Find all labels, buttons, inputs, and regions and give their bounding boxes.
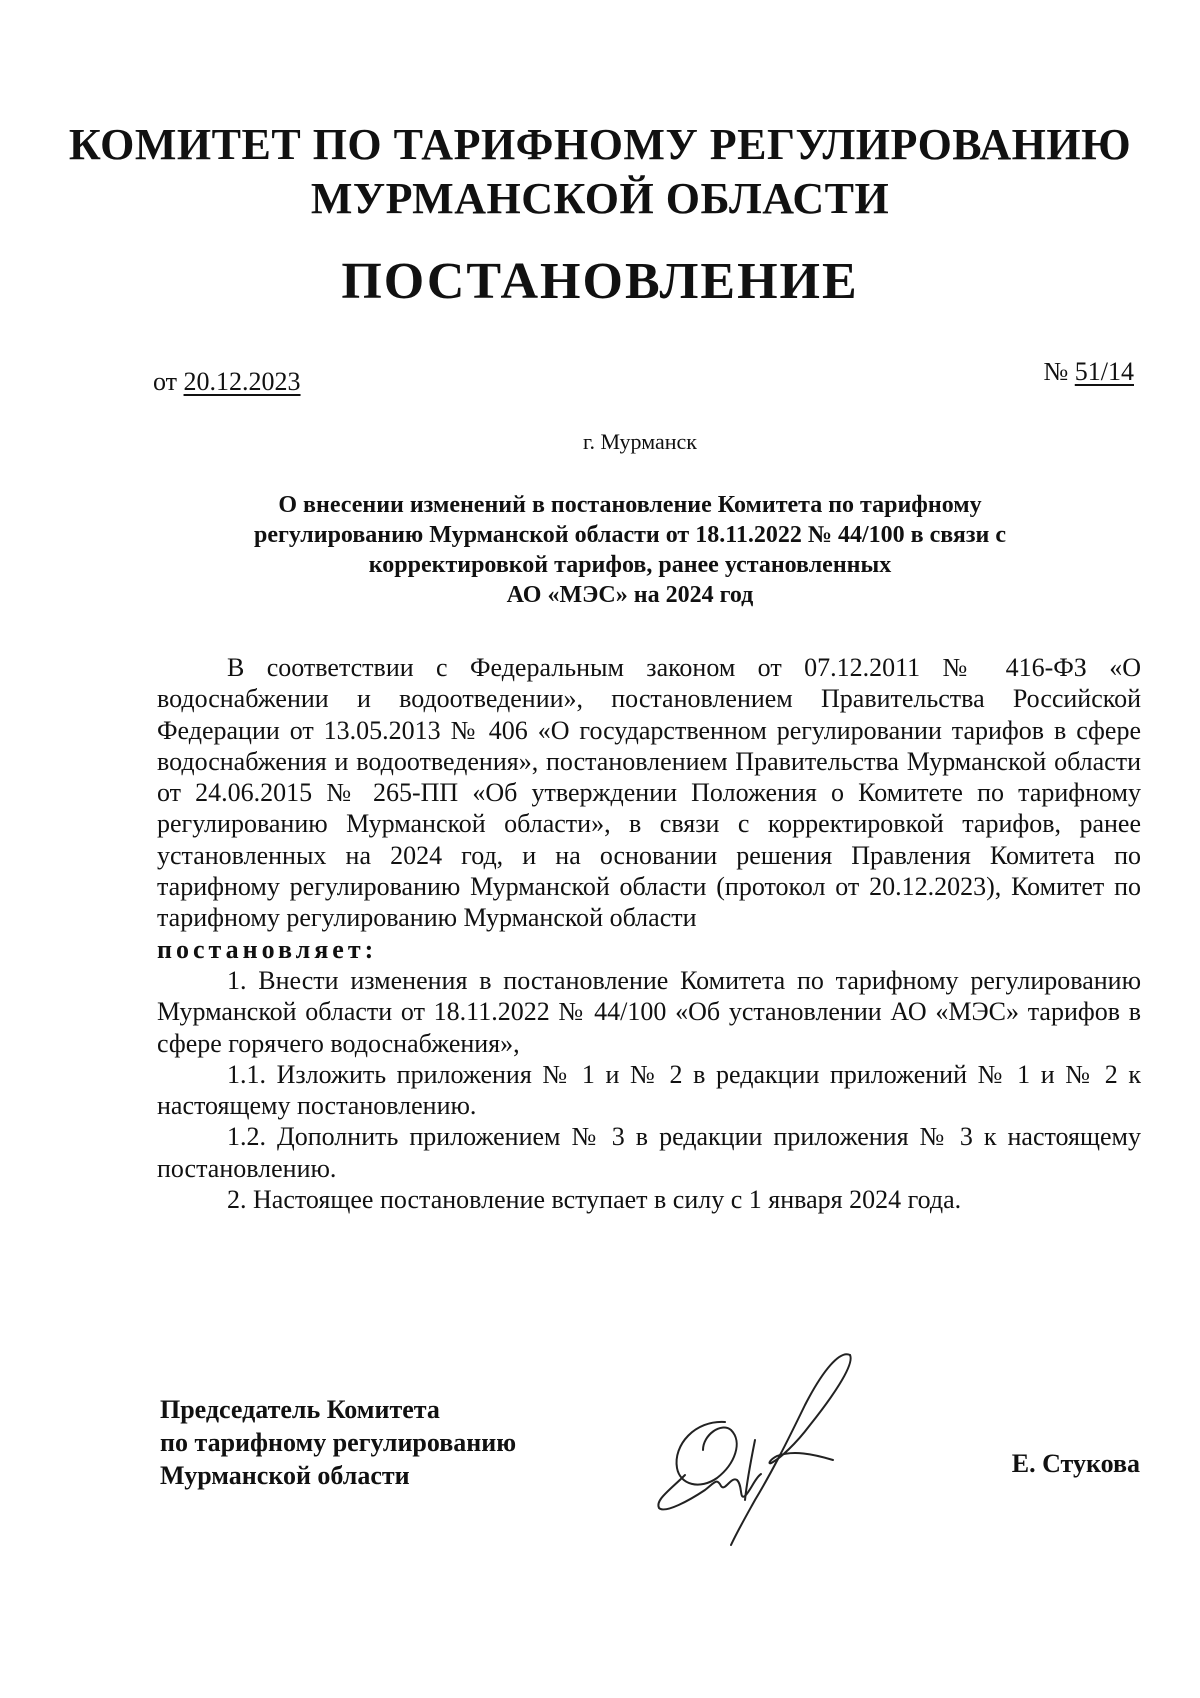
date-value: 20.12.2023 — [183, 367, 301, 396]
position-line1: Председатель Комитета — [160, 1395, 440, 1424]
city: г. Мурманск — [583, 429, 697, 454]
title-line4: АО «МЭС» на 2024 год — [506, 582, 754, 608]
handwritten-signature — [655, 1350, 855, 1550]
position-line3: Мурманской области — [160, 1461, 410, 1490]
resolves-word: постановляет: — [157, 934, 378, 964]
signer-name: Е. Стукова — [1011, 1449, 1140, 1478]
item-1-1: 1.1. Изложить приложения № 1 и № 2 в редакции приложений № 1 и № 2 к настоящему постановлению. — [157, 1059, 1141, 1121]
document-date — [153, 366, 301, 398]
committee-name-line1: КОМИТЕТ ПО ТАРИФНОМУ РЕГУЛИРОВАНИЮ — [68, 120, 1132, 169]
item-2: 2. Настоящее постановление вступает в силу с 1 января 2024 года. — [227, 1185, 962, 1215]
preamble-paragraph: В соответствии с Федеральным законом от 07.12.2011 № 416-ФЗ «О водоснабжении и водоотведении», постановлением Правительства Российской Федерации от 13.05.2013 № 406 «О государственном регулировании тарифов в сфере водоснабжения и водоотведения», постановлением Правительства Мурманской области от 24.06.2015 № 265-ПП «Об утверждении Положения о Комитете по тарифному регулированию Мурманской области», в связи с корректировкой тарифов, ранее установленных на 2024 год, и на основании решения Правления Комитета по тарифному регулированию Мурманской области (протокол от 20.12.2023), Комитет по тарифному регулированию Мурманской области — [157, 653, 1141, 933]
document-number — [1043, 356, 1134, 388]
title-line1: О внесении изменений в постановление Комитета по тарифному — [278, 492, 982, 518]
position-line2: по тарифному регулированию — [160, 1428, 517, 1457]
committee-name — [0, 118, 1200, 226]
date-prefix: от — [153, 367, 184, 396]
title-line2: регулированию Мурманской области от 18.11.2022 № 44/100 в связи с — [253, 522, 1007, 548]
document-body — [157, 652, 1141, 1215]
title-line3: корректировкой тарифов, ранее установленных — [368, 552, 892, 578]
item-1: 1. Внести изменения в постановление Комитета по тарифному регулированию Мурманской области от 18.11.2022 № 44/100 «Об установлении АО «МЭС» тарифов в сфере горячего водоснабжения», — [157, 965, 1141, 1058]
document-title — [160, 490, 1100, 610]
item-1-2: 1.2. Дополнить приложением № 3 в редакции приложения № 3 к настоящему постановлению. — [157, 1122, 1141, 1183]
document-type: ПОСТАНОВЛЕНИЕ — [341, 253, 859, 310]
number-prefix: № — [1043, 357, 1075, 386]
committee-name-line2: МУРМАНСКОЙ ОБЛАСТИ — [310, 174, 890, 223]
number-value: 51/14 — [1074, 357, 1134, 386]
signatory-position — [160, 1393, 516, 1492]
